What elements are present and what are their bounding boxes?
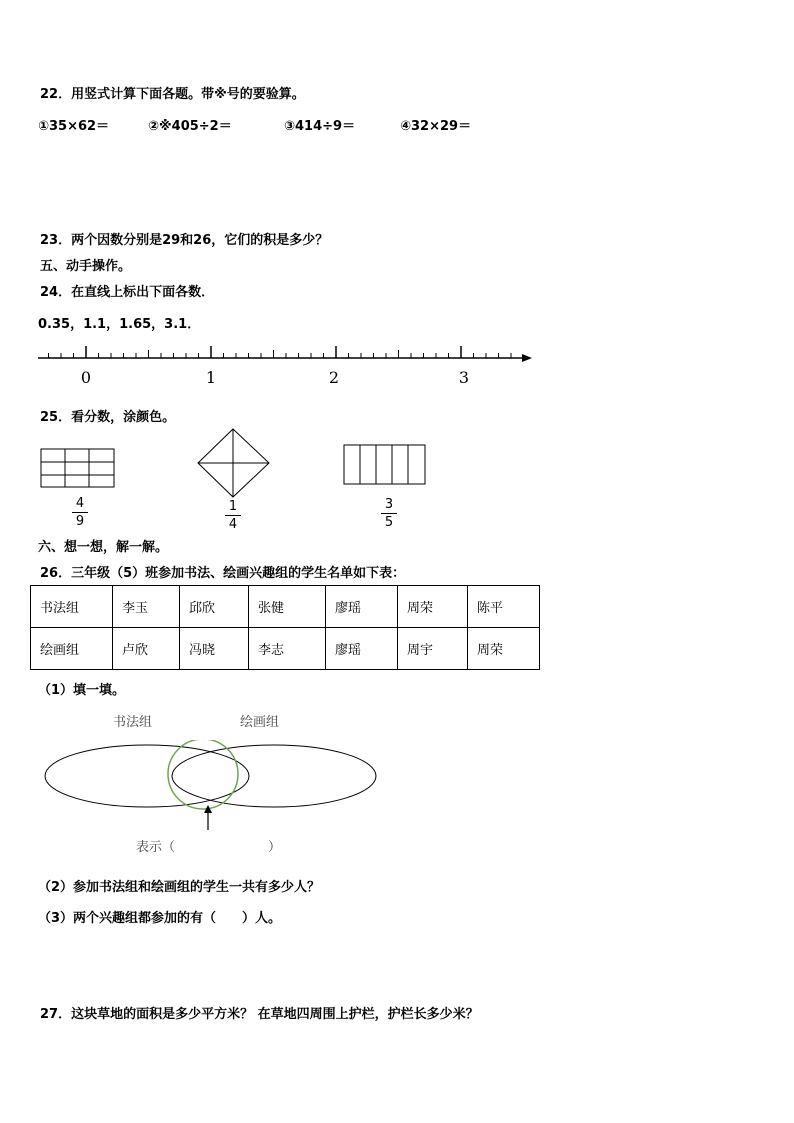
table-cell: 陈平 (468, 586, 540, 628)
venn-caption-open: 表示（ (136, 840, 176, 855)
number-line (30, 338, 550, 388)
venn-left-label: 书法组 (113, 715, 153, 730)
venn-caption-close: ） (268, 840, 282, 855)
grid-3x3-shape (40, 448, 116, 490)
table-cell: 廖瑶 (326, 586, 398, 628)
table-row (31, 586, 540, 628)
q26-part1: （1）填一填。 (38, 683, 126, 698)
q24-numbers: 0.35，1.1，1.65，3.1． (38, 317, 201, 332)
number-line-ticks (49, 346, 512, 358)
table-cell: 周荣 (468, 628, 540, 670)
q22-item-1: ①35×62＝ (38, 119, 110, 134)
venn-calligraphy-ellipse (45, 745, 249, 807)
q26-part3: （3）两个兴趣组都参加的有（ ）人。 (38, 911, 282, 926)
q22-item-3: ③414÷9＝ (284, 119, 356, 134)
fraction-numerator: 4 (75, 496, 85, 511)
table-cell: 李玉 (113, 586, 180, 628)
q23-title: 23．两个因数分别是29和26，它们的积是多少？ (40, 233, 329, 248)
roster-table (30, 585, 540, 670)
fraction-denominator: 9 (75, 514, 85, 529)
table-cell: 卢欣 (113, 628, 180, 670)
q24-title: 24．在直线上标出下面各数． (40, 285, 215, 300)
table-cell: 冯晓 (180, 628, 249, 670)
table-cell: 绘画组 (31, 628, 113, 670)
q22-item-4: ④32×29＝ (400, 119, 472, 134)
table-cell: 邱欣 (180, 586, 249, 628)
diamond-shape (196, 427, 272, 499)
tick-label-3: 3 (458, 368, 470, 387)
fraction-denominator: 5 (384, 515, 394, 530)
q22-title: 22．用竖式计算下面各题。带※号的要验算。 (40, 87, 305, 102)
table-cell: 周荣 (398, 586, 468, 628)
venn-diagram (40, 740, 385, 832)
fraction-3-5 (379, 497, 399, 530)
table-cell: 李志 (249, 628, 326, 670)
q27-title: 27．这块草地的面积是多少平方米？ 在草地四周围上护栏，护栏长多少米？ (40, 1007, 479, 1022)
fraction-numerator: 3 (384, 497, 394, 512)
venn-painting-ellipse (172, 745, 376, 807)
q25-title: 25．看分数，涂颜色。 (40, 410, 176, 425)
section5-title: 五、动手操作。 (40, 259, 132, 274)
tick-label-1: 1 (205, 368, 217, 387)
table-cell: 书法组 (31, 586, 113, 628)
fraction-1-4 (223, 499, 243, 532)
tick-label-0: 0 (80, 368, 92, 387)
section6-title: 六、想一想，解一解。 (38, 540, 169, 555)
tick-label-2: 2 (328, 368, 340, 387)
table-cell: 周宇 (398, 628, 468, 670)
fraction-numerator: 1 (228, 499, 238, 514)
strip-5-shape (343, 444, 427, 486)
fraction-denominator: 4 (228, 517, 238, 532)
number-line-arrow (522, 354, 532, 362)
table-row (31, 628, 540, 670)
q26-part2: （2）参加书法组和绘画组的学生一共有多少人？ (38, 880, 321, 895)
q22-item-2: ②※405÷2＝ (148, 119, 232, 134)
fraction-4-9 (70, 496, 90, 529)
table-cell: 张健 (249, 586, 326, 628)
q26-title: 26．三年级（5）班参加书法、绘画兴趣组的学生名单如下表： (40, 566, 406, 581)
venn-right-label: 绘画组 (240, 715, 280, 730)
table-cell: 廖瑶 (326, 628, 398, 670)
